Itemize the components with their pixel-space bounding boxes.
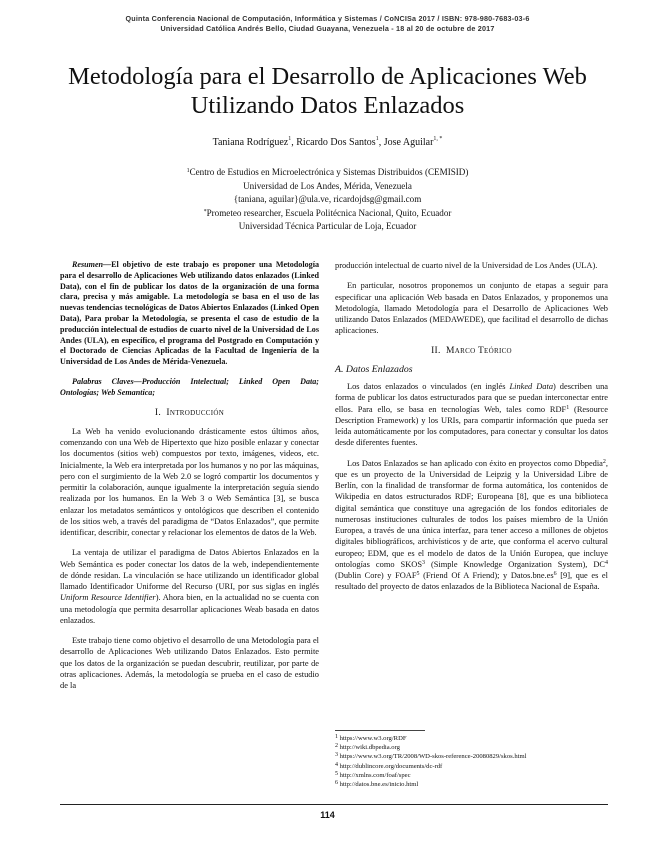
affiliation-superscript: *	[203, 208, 207, 215]
paragraph: La Web ha venido evolucionando drásticamente estos últimos años, comenzando con una Web de Hipertexto que hizo posible enlazar y conectar los documentos (sitios web) compuestos por texto, imágenes, videos, etc. Inicialmente, la Web era interpretada por los humanos y no por las máquinas, pero con el surgimiento de la Web 2.0 se logró compartir los documentos y permitir la colaboración, aunque igualmente la interpretación seguía siendo realizada por los humanos. En la Web 3 o Web Semántica [3], se busca enlazar los metadatos semánticos y ontológicos que describen el contenido de los sitios web, a través del paradigma de “Datos Enlazados”, que permite identificar, describir, conectar y relacionar los elementos de datos de la Web.	[60, 426, 319, 538]
paragraph-text: (Friend Of A Friend); y Datos.bne.es	[419, 571, 554, 580]
paragraph	[335, 381, 608, 449]
footnote-number: 1	[335, 734, 338, 740]
conference-header-line1: Quinta Conferencia Nacional de Computación, Informática y Sistemas / CoNCISa 2017 / ISBN: 978-980-7683-03-6	[125, 14, 530, 23]
footnote-url: https://www.w3.org/RDF	[338, 735, 407, 742]
affiliation-line	[0, 207, 655, 221]
footnote-url: https://www.w3.org/TR/2008/WD-skos-reference-20080829/skos.html	[338, 753, 527, 761]
affiliation-text: Prometeo researcher, Escuela Politécnica Nacional, Quito, Ecuador	[206, 207, 452, 218]
section-title: Marco Teórico	[446, 345, 512, 356]
paragraph-text: , que es un proyecto de la Universidad de Leipzig y la Universidad Libre de Berlín, con la finalidad de transformar de forma automática, los contenidos de Wikipedia en datos estructurados RDF; Europeana [8], que es una biblioteca digital semántica que constituye una agregación de los fondos editoriales de numerosas instituciones culturales de todos los países miembro de la Unión Europea, a través de una única interfaz, para tener acceso a millones de objetos digitales bibliográficos, archivísticos y de arte, que conforma el acervo cultural europeo; EDM, que es el modelo de datos de la Unión Europea, que incluye ontologías como SKOS	[335, 458, 608, 569]
paragraph-italic: Linked Data	[509, 382, 554, 391]
paragraph-text: (Simple Knowledge Organization System), DC	[424, 559, 606, 569]
author-superscript: 1	[288, 136, 292, 142]
affiliations	[0, 166, 655, 234]
affiliation-line: Universidad Técnica Particular de Loja, Ecuador	[238, 221, 417, 231]
footnote-ref: 4	[605, 559, 609, 566]
abstract-text: —El objetivo de este trabajo es proponer una Metodología para el desarrollo de Aplicaciones Web utilizando datos enlazados (Linked Data), con el fin de publicar los datos de la organización de una forma clara, precisa y más amigable. La metodología se basa en el uso de las nuevas tendencias tecnológicas de Datos Abiertos Enlazados (Linked Open Data), Para probar la Metodología, se presenta el caso de estudio de la producción intelectual de estudios de cuarto nivel de la Universidad de Los Andes (ULA), en específico, el programa del Postgrado en Computación y el Doctorado de Ciencias Aplicadas de la Facultad de Ingeniería de la Universidad de Los Andes de Mérida-Venezuela.	[60, 260, 319, 367]
footnote	[335, 771, 608, 780]
paragraph-text: (Resource Description Framework) y los URIs, para compartir información que pueda ser leída automáticamente por los computadores, para conectar y consultar los datos desde diferentes fuentes.	[335, 404, 608, 448]
author-list: Taniana Rodríguez$^1$, Ricardo Dos Santos$^1$, Jose Aguilar$^{1, *}$	[212, 136, 443, 148]
page-number: 114	[320, 810, 335, 820]
paragraph-text: ) describen una forma de publicar los datos estructurados para que se puedan interconectar entre ellos. Para ello, se basa en tecnologías Web, tales como RDF	[335, 382, 608, 414]
subsection-heading: A. Datos Enlazados	[335, 363, 413, 375]
paragraph-text: Los datos enlazados o vinculados (en inglés	[347, 382, 510, 391]
footnote-ref: 5	[416, 571, 420, 577]
section-heading-marco-teorico	[335, 346, 608, 357]
author-superscript: 1, *	[433, 136, 443, 142]
footnote-ref: 2	[602, 458, 606, 465]
affiliation-text: Centro de Estudios en Microelectrónica y Sistemas Distribuidos (CEMISID)	[189, 167, 469, 177]
footnote-ref: 3	[421, 559, 425, 566]
abstract-label: Resumen	[72, 260, 104, 269]
title-line2: Utilizando Datos Enlazados	[190, 92, 465, 119]
affiliation-line: Universidad de Los Andes, Mérida, Venezuela	[243, 180, 412, 191]
section-number: II.	[431, 345, 441, 356]
footnote	[335, 780, 608, 789]
paragraph: producción intelectual de cuarto nivel de la Universidad de Los Andes (ULA).	[335, 261, 598, 270]
footnote	[335, 734, 608, 743]
footnote-number: 3	[335, 752, 338, 759]
paragraph-text: ). Ahora bien, en la actualidad no se cuenta con una metodología que permita desarrollar aplicaciones Weab basada en datos enlazados.	[60, 593, 319, 625]
paper-title	[30, 62, 625, 120]
paragraph	[335, 458, 608, 593]
footnotes	[335, 734, 608, 789]
author-name: Taniana Rodríguez	[212, 137, 289, 148]
footer-rule	[60, 804, 608, 805]
footnote-number: 5	[335, 770, 338, 777]
abstract	[60, 260, 319, 368]
footnote-url: http://xmlns.com/foaf/spec	[338, 771, 411, 779]
affiliation-line	[0, 166, 655, 180]
footnote-ref: 6	[553, 571, 557, 577]
section-heading-introduccion	[60, 408, 319, 419]
left-column	[60, 260, 319, 700]
author-name: Jose Aguilar	[383, 137, 434, 148]
keywords: Palabras Claves—Producción Intelectual; Linked Open Data; Ontologías; Web Semantica;	[60, 376, 319, 397]
footnote	[335, 752, 608, 761]
footnote	[335, 743, 608, 752]
footnote	[335, 762, 608, 771]
section-title: Introducción	[166, 407, 225, 418]
author-superscript: 1	[375, 136, 379, 142]
paragraph-text: Los Datos Enlazados se han aplicado con éxito en proyectos como Dbpedia	[347, 458, 603, 468]
author-name: Ricardo Dos Santos	[296, 137, 376, 148]
footnote-number: 4	[335, 761, 338, 768]
conference-header-line2: Universidad Católica Andrés Bello, Ciudad Guayana, Venezuela - 18 al 20 de octubre de 2017	[160, 24, 495, 33]
paragraph: En particular, nosotros proponemos un conjunto de etapas a seguir para especificar una aplicación Web basada en Datos Enlazados, y proponemos una Metodología, llamado Metodología para el Desarrollo de Aplicaciones Web utilizando Datos Enlazados (MEDAWEDE), que facilitad el desarrollo de dichas aplicaciones.	[335, 281, 608, 336]
section-number: I.	[154, 407, 162, 418]
title-line1: Metodología para el Desarrollo de Aplicaciones Web	[68, 63, 587, 90]
footnote-ref: 1	[566, 404, 570, 411]
footnote-separator	[335, 730, 425, 731]
paragraph-text: [9], que es el resultado del proyecto de datos enlazados de la Biblioteca Nacional de España.	[335, 571, 608, 592]
footnote-number: 6	[335, 780, 338, 787]
footnote-url: http://datos.bne.es/inicio.html	[338, 781, 419, 789]
paragraph	[60, 547, 319, 626]
paragraph-text: La ventaja de utilizar el paradigma de Datos Abiertos Enlazados en la Web Semántica es poder conectar los datos de la web, independientemente de dónde residan. La vinculación se hace utilizando un identificador global llamado Identificador Uniforme del Recurso (URI, por sus siglas en inglés	[60, 548, 319, 592]
right-column	[335, 260, 608, 602]
paragraph: Este trabajo tiene como objetivo el desarrollo de una Metodología para el desarrollo de Aplicaciones Web utilizando Datos Enlazados. Esto permite que los datos de la organización se puedan descubrir, reutilizar, por parte de otras aplicaciones. Además, la metodología se prueba en el caso de estudio de la	[60, 636, 319, 691]
footnote-url: http://dublincore.org/documents/dc-rdf	[338, 762, 443, 770]
footnote-number: 2	[335, 743, 338, 750]
affiliation-superscript: 1	[186, 168, 190, 174]
paragraph-italic: Uniform Resource Identifier	[60, 593, 156, 603]
affiliation-emails: {taniana, aguilar}@ula.ve, ricardojdsg@gmail.com	[233, 194, 422, 204]
footnote-url: http://wiki.dbpedia.org	[338, 744, 400, 752]
paragraph-text: (Dublin Core) y FOAF	[335, 571, 417, 580]
